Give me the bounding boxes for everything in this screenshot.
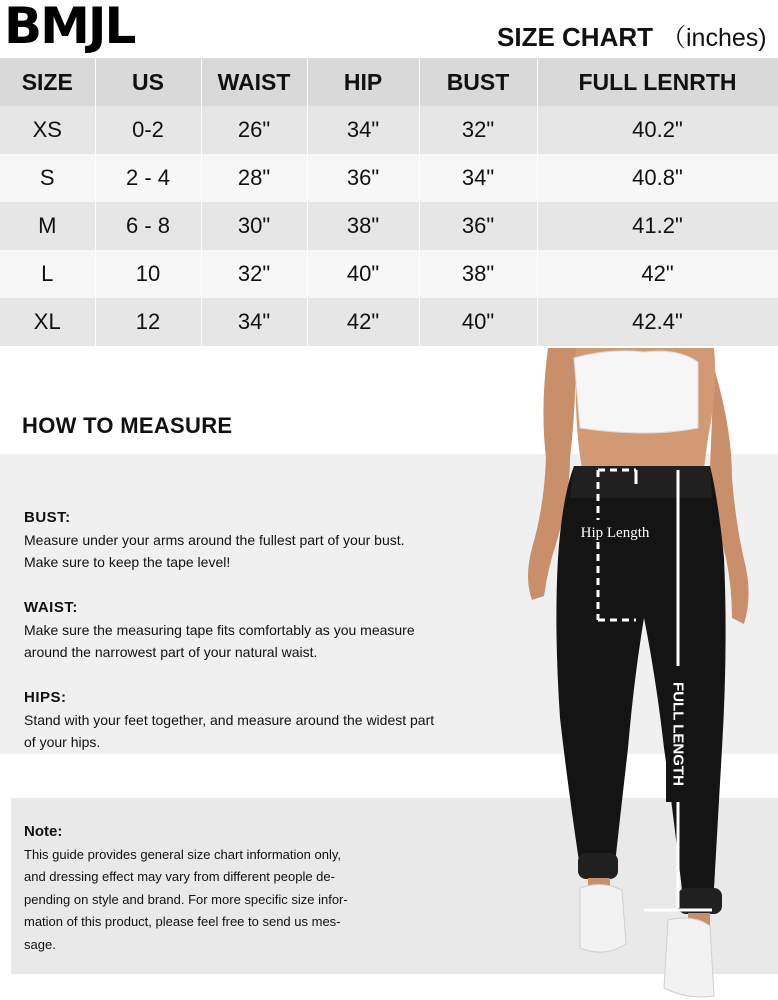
- cell-hip: 38": [307, 202, 419, 250]
- bust-heading: BUST:: [24, 509, 71, 526]
- cell-us: 2 - 4: [95, 154, 201, 202]
- cell-waist: 34": [201, 298, 307, 346]
- cell-bust: 38": [419, 250, 537, 298]
- size-table: [0, 58, 778, 346]
- full-length-label: FULL LENGTH: [669, 682, 687, 786]
- col-header-full-length: FULL LENRTH: [537, 58, 778, 106]
- cell-full-length: 42.4": [537, 298, 778, 346]
- size-chart-unit: （inches): [661, 24, 767, 52]
- cell-us: 0-2: [95, 106, 201, 154]
- right-sneaker: [664, 918, 714, 997]
- cell-full-length: 40.8": [537, 154, 778, 202]
- cell-size: S: [0, 154, 95, 202]
- cell-full-length: 41.2": [537, 202, 778, 250]
- waist-text-line: around the narrowest part of your natural waist.: [24, 644, 318, 660]
- hips-text-line: Stand with your feet together, and measure around the widest part: [24, 712, 435, 728]
- cell-full-length: 40.2": [537, 106, 778, 154]
- hips-section: [24, 687, 454, 753]
- brand-logo: BMJL: [4, 0, 135, 55]
- cell-bust: 40": [419, 298, 537, 346]
- cell-hip: 40": [307, 250, 419, 298]
- cell-waist: 32": [201, 250, 307, 298]
- col-header-hip: HIP: [307, 58, 419, 106]
- note-line: and dressing effect may vary from different people de-: [24, 869, 335, 884]
- cell-us: 12: [95, 298, 201, 346]
- cell-size: L: [0, 250, 95, 298]
- col-header-size: SIZE: [0, 58, 95, 106]
- bust-text-line: Measure under your arms around the fullest part of your bust.: [24, 532, 405, 548]
- cell-bust: 32": [419, 106, 537, 154]
- cell-waist: 26": [201, 106, 307, 154]
- cell-waist: 30": [201, 202, 307, 250]
- cell-waist: 28": [201, 154, 307, 202]
- note-line: sage.: [24, 936, 56, 952]
- hips-heading: HIPS:: [24, 689, 67, 706]
- hips-text-line: of your hips.: [24, 734, 101, 750]
- cell-hip: 34": [307, 106, 419, 154]
- model-photo: [518, 348, 778, 1000]
- table-row: [0, 298, 778, 346]
- note-heading: Note:: [24, 823, 63, 840]
- cell-hip: 36": [307, 154, 419, 202]
- table-row: [0, 106, 778, 154]
- cell-size: M: [0, 202, 95, 250]
- col-header-bust: BUST: [419, 58, 537, 106]
- sports-bra: [574, 351, 698, 433]
- size-chart-title-text: SIZE CHART: [497, 22, 653, 52]
- bust-text-line: Make sure to keep the tape level!: [24, 554, 231, 570]
- waist-text-line: Make sure the measuring tape fits comfortably as you measure: [24, 622, 415, 638]
- table-row: [0, 250, 778, 298]
- left-cuff: [578, 853, 618, 879]
- waist-section: [24, 597, 454, 663]
- bust-section: [24, 507, 454, 573]
- how-to-measure-title: HOW TO MEASURE: [22, 413, 233, 438]
- col-header-waist: WAIST: [201, 58, 307, 106]
- cell-us: 6 - 8: [95, 202, 201, 250]
- note-line: mation of this product, please feel free to send us mes-: [24, 914, 341, 929]
- waist-heading: WAIST:: [24, 599, 78, 616]
- cell-full-length: 42": [537, 250, 778, 298]
- note-line: This guide provides general size chart information only,: [24, 846, 341, 862]
- col-header-us: US: [95, 58, 201, 106]
- size-chart-title: [497, 18, 767, 54]
- cell-size: XS: [0, 106, 95, 154]
- cell-bust: 36": [419, 202, 537, 250]
- note-line: pending on style and brand. For more specific size infor-: [24, 891, 348, 907]
- waistband: [570, 466, 712, 498]
- cell-hip: 42": [307, 298, 419, 346]
- cell-bust: 34": [419, 154, 537, 202]
- cell-size: XL: [0, 298, 95, 346]
- hip-length-label: Hip Length: [580, 525, 650, 541]
- table-row: [0, 154, 778, 202]
- table-row: [0, 202, 778, 250]
- left-sneaker: [580, 884, 626, 952]
- note-section: [24, 821, 384, 956]
- table-header-row: [0, 58, 778, 106]
- cell-us: 10: [95, 250, 201, 298]
